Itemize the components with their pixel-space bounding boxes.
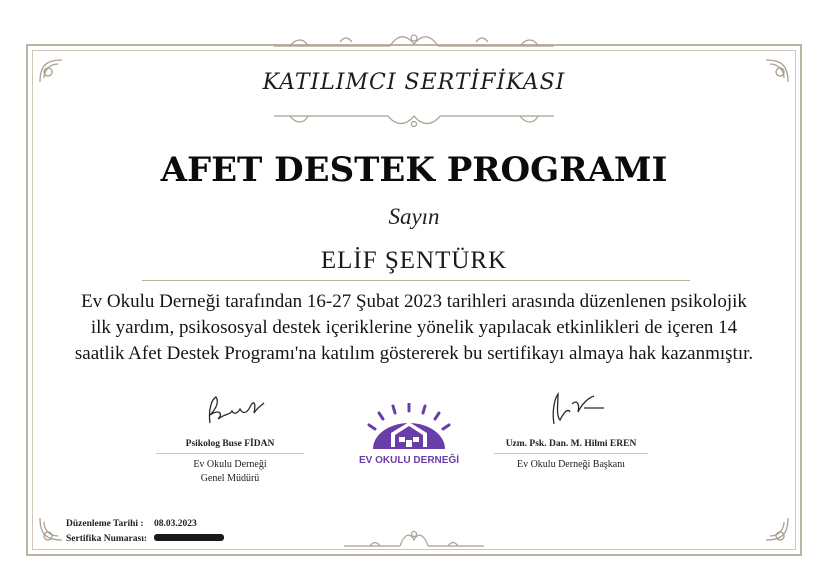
certificate-meta	[66, 519, 224, 549]
signature-rule-left	[156, 453, 304, 454]
signature-left	[200, 393, 270, 429]
certificate-number-row	[66, 534, 224, 549]
signatory-title-left: Genel Müdürü	[200, 473, 260, 484]
program-title: AFET DESTEK PROGRAMI	[160, 150, 668, 190]
issue-date-row	[66, 519, 224, 534]
issue-date-value: 08.03.2023	[154, 519, 197, 529]
bottom-flourish-ornament	[340, 526, 488, 552]
redacted-certificate-number	[154, 534, 224, 541]
signature-block-right	[494, 437, 648, 472]
body-line: ilk yardım, psikososyal destek içeriklerine yönelik yapılacak etkinlikleri de içeren 14	[90, 317, 738, 338]
body-line: saatlik Afet Destek Programı'na katılım göstererek bu sertifikayı almaya hak kazanmıştır.	[74, 343, 754, 364]
signatory-org-left: Ev Okulu Derneği	[193, 459, 267, 470]
signature-block-left	[156, 437, 304, 486]
corner-ornament-bottom-right	[762, 514, 792, 544]
logo-text: EV OKULU DERNEĞİ	[358, 455, 460, 466]
title-underline-flourish	[270, 104, 558, 130]
body-line: Ev Okulu Derneği tarafından 16-27 Şubat 2023 tarihleri arasında düzenlenen psikolojik	[81, 291, 747, 312]
certificate-number-label: Sertifika Numarası:	[66, 534, 148, 544]
signatory-name-left: Psikolog Buse FİDAN	[185, 439, 275, 449]
ev-okulu-logo	[355, 403, 463, 467]
signatory-name-right: Uzm. Psk. Dan. M. Hilmi EREN	[505, 439, 637, 449]
certificate-body	[40, 289, 788, 367]
salutation: Sayın	[388, 204, 440, 229]
signature-right	[540, 390, 610, 430]
recipient-name: ELİF ŞENTÜRK	[320, 247, 508, 274]
signatory-org-right: Ev Okulu Derneği Başkanı	[516, 459, 626, 470]
corner-ornament-bottom-left	[36, 514, 66, 544]
top-flourish-ornament	[270, 28, 558, 58]
certificate-heading: KATILIMCI SERTİFİKASI	[262, 70, 566, 95]
signature-rule-right	[494, 453, 648, 454]
recipient-underline	[142, 280, 690, 281]
issue-date-label: Düzenleme Tarihi :	[66, 519, 144, 529]
